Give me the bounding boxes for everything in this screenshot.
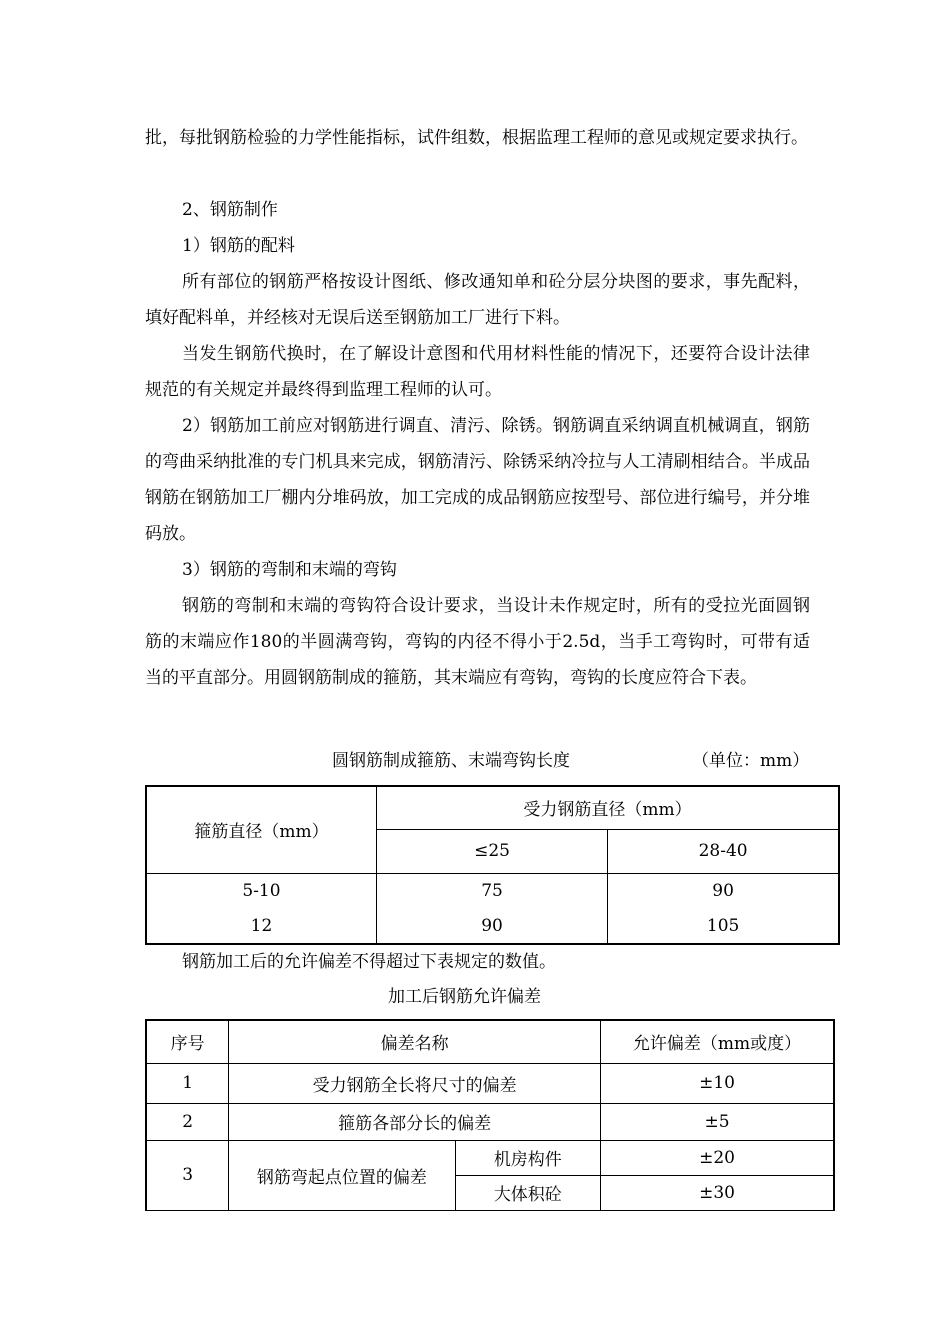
header-sub-28-40: 28-40 bbox=[608, 829, 839, 873]
table-cell: ±10 bbox=[601, 1063, 834, 1103]
tolerance-table bbox=[145, 1019, 835, 1211]
table-cell: 大体积砼 bbox=[455, 1175, 601, 1210]
table-row bbox=[146, 1103, 834, 1140]
table-cell: 90 bbox=[608, 873, 839, 908]
table-cell: 1 bbox=[146, 1063, 229, 1103]
table-cell: 90 bbox=[376, 908, 607, 944]
paragraph-continuation: 批，每批钢筋检验的力学性能指标，试件组数，根据监理工程师的意见或规定要求执行。 bbox=[145, 128, 808, 148]
table-cell: 箍筋各部分长的偏差 bbox=[229, 1103, 601, 1140]
table-cell: ±20 bbox=[601, 1140, 834, 1175]
table2-caption: 加工后钢筋允许偏差 bbox=[388, 987, 541, 1007]
paragraph-hooks: 钢筋的弯制和末端的弯钩符合设计要求，当设计未作规定时，所有的受拉光面圆钢筋的末端应作180的半圆满弯钩，弯钩的内径不得小于2.5d，当手工弯钩时，可带有适当的平直部分。用圆钢筋制成的箍筋，其末端应有弯钩，弯钩的长度应符合下表。 bbox=[145, 596, 810, 688]
table1-caption: 圆钢筋制成箍筋、末端弯钩长度 bbox=[332, 751, 570, 771]
table-cell: 75 bbox=[376, 873, 607, 908]
table-cell: 2 bbox=[146, 1103, 229, 1140]
table-row bbox=[146, 873, 839, 908]
table-cell: 105 bbox=[608, 908, 839, 944]
table-cell: ±5 bbox=[601, 1103, 834, 1140]
table-row bbox=[146, 1063, 834, 1103]
section-heading-rebar-fabrication: 2、钢筋制作 bbox=[182, 200, 278, 220]
subheading-bending-hooks: 3）钢筋的弯制和末端的弯钩 bbox=[182, 560, 397, 580]
table-cell: 钢筋弯起点位置的偏差 bbox=[229, 1140, 455, 1210]
paragraph-tolerance-intro: 钢筋加工后的允许偏差不得超过下表规定的数值。 bbox=[182, 952, 556, 972]
table-cell: 5-10 bbox=[146, 873, 376, 908]
header-stirrup-diameter: 箍筋直径（mm） bbox=[146, 786, 376, 873]
subheading-rebar-batching: 1）钢筋的配料 bbox=[182, 236, 295, 256]
header-no: 序号 bbox=[146, 1020, 229, 1063]
header-sub-le25: ≤25 bbox=[376, 829, 607, 873]
table-cell: ±30 bbox=[601, 1175, 834, 1210]
table-cell: 机房构件 bbox=[455, 1140, 601, 1175]
header-main-rebar-diameter: 受力钢筋直径（mm） bbox=[376, 786, 839, 829]
paragraph-substitution: 当发生钢筋代换时，在了解设计意图和代用材料性能的情况下，还要符合设计法律规范的有关规定并最终得到监理工程师的认可。 bbox=[145, 344, 810, 400]
header-tolerance: 允许偏差（mm或度） bbox=[601, 1020, 834, 1063]
header-deviation-name: 偏差名称 bbox=[229, 1020, 601, 1063]
table-row bbox=[146, 908, 839, 944]
paragraph-batching: 所有部位的钢筋严格按设计图纸、修改通知单和砼分层分块图的要求，事先配料，填好配料单，并经核对无误后送至钢筋加工厂进行下料。 bbox=[145, 272, 810, 328]
hook-length-table bbox=[145, 785, 840, 945]
paragraph-processing: 2）钢筋加工前应对钢筋进行调直、清污、除锈。钢筋调直采纳调直机械调直，钢筋的弯曲采纳批准的专门机具来完成，钢筋清污、除锈采纳冷拉与人工清刷相结合。半成品钢筋在钢筋加工厂棚内分堆码放，加工完成的成品钢筋应按型号、部位进行编号，并分堆码放。 bbox=[145, 416, 810, 544]
table-cell: 受力钢筋全长将尺寸的偏差 bbox=[229, 1063, 601, 1103]
table-row bbox=[146, 1140, 834, 1175]
table-cell: 12 bbox=[146, 908, 376, 944]
table-cell: 3 bbox=[146, 1140, 229, 1210]
table1-unit: （单位：mm） bbox=[692, 751, 810, 771]
